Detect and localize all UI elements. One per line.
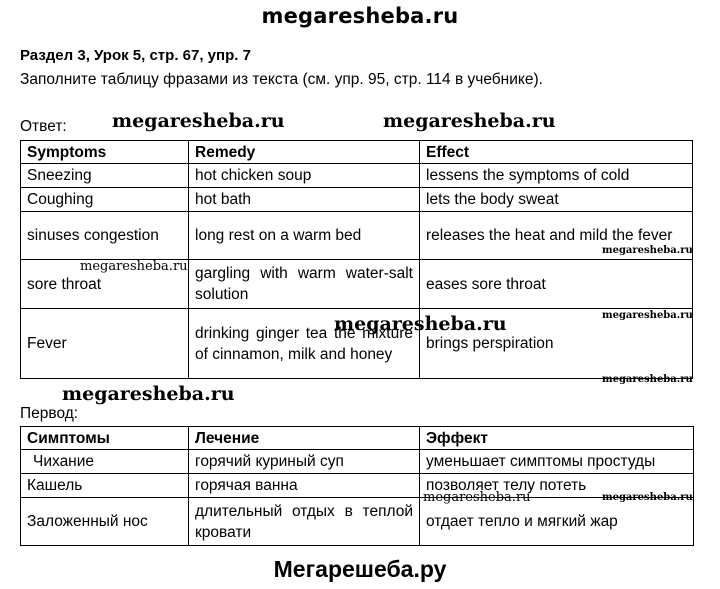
- table-row: [21, 188, 693, 212]
- watermark: megaresheba.ru: [602, 245, 693, 256]
- table-header-row: [21, 427, 694, 450]
- table-row: [21, 212, 693, 260]
- table-row: [21, 498, 694, 546]
- symptoms-table-russian: [20, 426, 694, 546]
- table-cell: lessens the symptoms of cold: [420, 164, 693, 188]
- watermark: megaresheba.ru: [80, 259, 188, 274]
- exercise-instruction: Заполните таблицу фразами из текста (см. упр. 95, стр. 114 в учебнике).: [20, 71, 543, 88]
- table-cell: gargling with warm water-salt solution: [189, 260, 420, 309]
- column-header: Remedy: [189, 141, 420, 164]
- table-cell: lets the body sweat: [420, 188, 693, 212]
- table-row: [21, 474, 694, 498]
- table-cell: sore throat: [21, 260, 189, 309]
- bottom-site-title: Мегарешеба.ру: [273, 556, 447, 582]
- site-title: megaresheba.ru: [261, 4, 459, 28]
- table-cell: Кашель: [21, 474, 189, 498]
- table-cell: Заложенный нос: [21, 498, 189, 546]
- table-header-row: [21, 141, 693, 164]
- column-header: Symptoms: [21, 141, 189, 164]
- table-cell: brings perspiration: [420, 309, 693, 379]
- table-cell: drinking ginger tea the mixture of cinnamon, milk and honey: [189, 309, 420, 379]
- column-header: Симптомы: [21, 427, 189, 450]
- watermark: megaresheba.ru: [423, 490, 531, 505]
- table-cell: Fever: [21, 309, 189, 379]
- table-cell: Чихание: [21, 450, 189, 474]
- column-header: Эффект: [420, 427, 694, 450]
- watermark: megaresheba.ru: [334, 313, 507, 335]
- watermark: megaresheba.ru: [602, 374, 693, 385]
- table-cell: отдает тепло и мягкий жар: [420, 498, 694, 546]
- table-cell: горячая ванна: [189, 474, 420, 498]
- watermark: megaresheba.ru: [602, 310, 693, 321]
- table-row: [21, 164, 693, 188]
- exercise-heading: Раздел 3, Урок 5, стр. 67, упр. 7: [20, 47, 251, 64]
- table-cell: hot chicken soup: [189, 164, 420, 188]
- table-cell: длительный отдых в теплой кровати: [189, 498, 420, 546]
- table-cell: releases the heat and mild the fever: [420, 212, 693, 260]
- table-cell: Sneezing: [21, 164, 189, 188]
- table-cell: уменьшает симптомы простуды: [420, 450, 694, 474]
- table-cell: Coughing: [21, 188, 189, 212]
- column-header: Лечение: [189, 427, 420, 450]
- watermark: megaresheba.ru: [62, 383, 235, 405]
- table-cell: eases sore throat: [420, 260, 693, 309]
- table-cell: sinuses congestion: [21, 212, 189, 260]
- watermark: megaresheba.ru: [383, 110, 556, 132]
- column-header: Effect: [420, 141, 693, 164]
- table-cell: горячий куриный суп: [189, 450, 420, 474]
- answer-label: Ответ:: [20, 118, 67, 135]
- translation-label: Первод:: [20, 405, 79, 422]
- watermark: megaresheba.ru: [112, 110, 285, 132]
- table-cell: long rest on a warm bed: [189, 212, 420, 260]
- table-cell: hot bath: [189, 188, 420, 212]
- watermark: megaresheba.ru: [602, 492, 693, 503]
- table-row: [21, 450, 694, 474]
- table-cell: позволяет телу потеть: [420, 474, 694, 498]
